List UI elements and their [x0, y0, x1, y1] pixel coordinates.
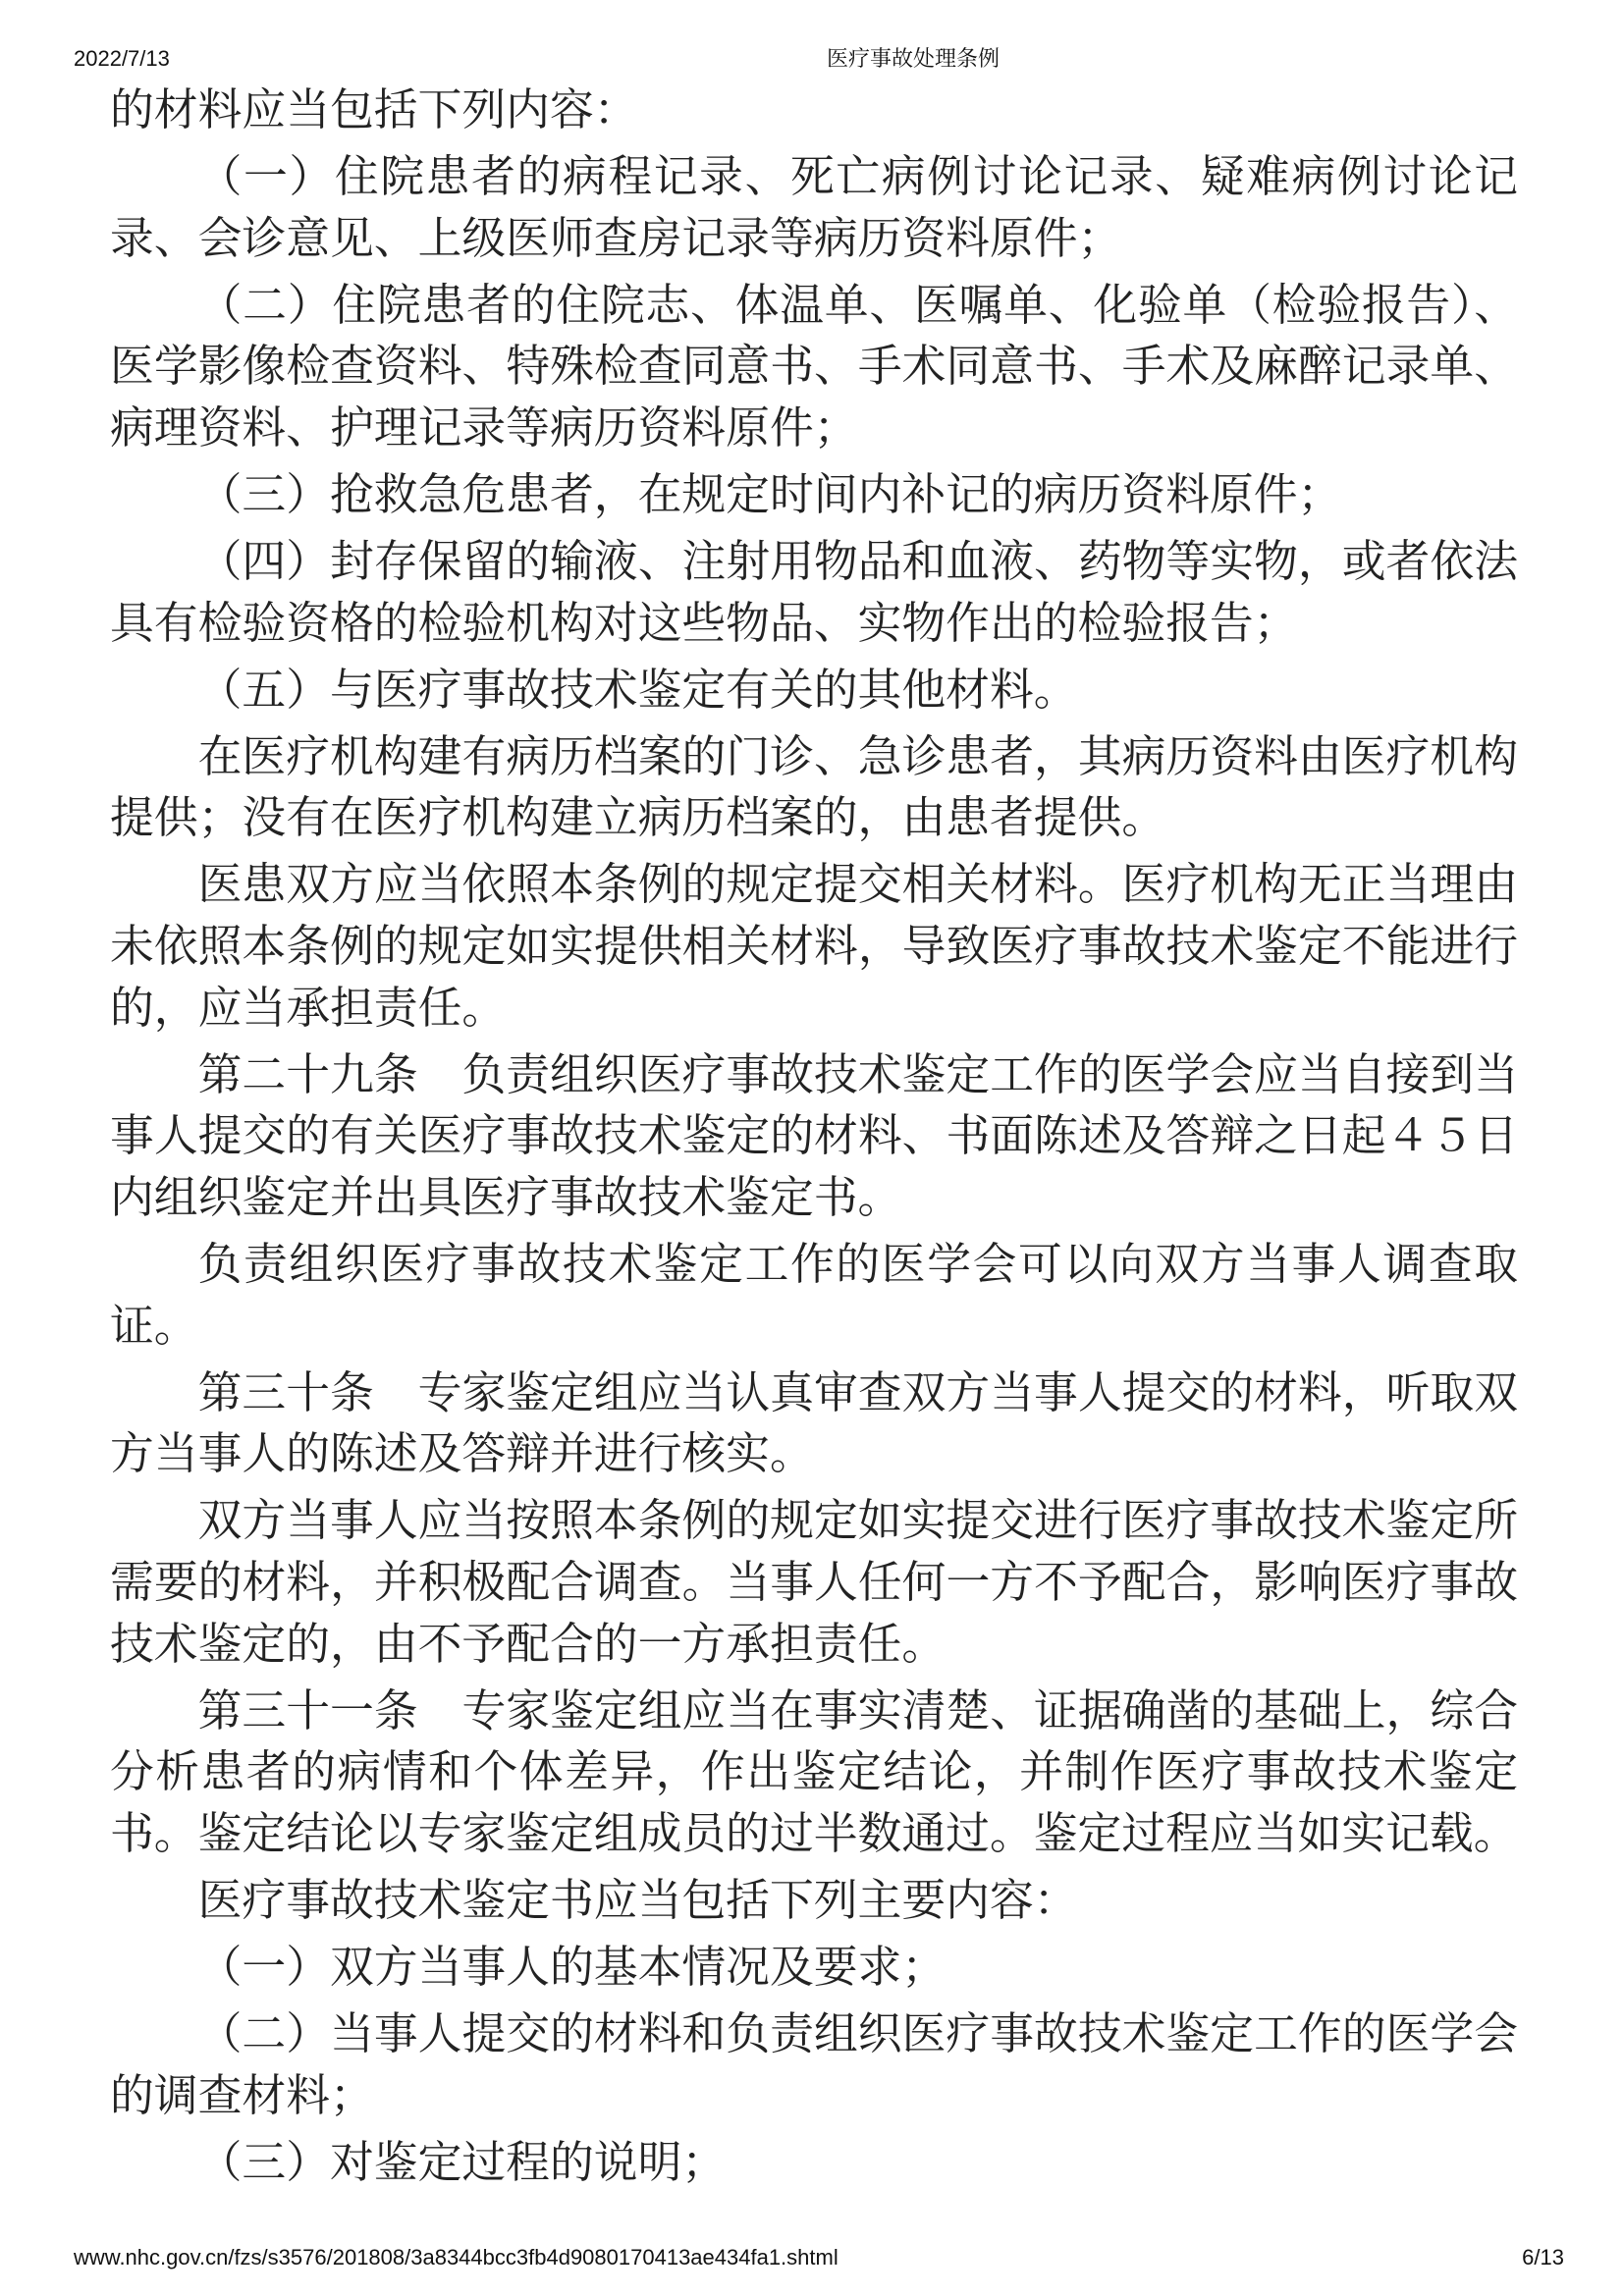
- list-item-1: [110, 146, 1518, 269]
- list-item-5: [110, 660, 1518, 721]
- paragraph: [110, 1870, 1518, 1932]
- text-line: 录、会诊意见、上级医师查房记录等病历资料原件；: [110, 211, 1122, 264]
- text-line: 的，应当承担责任。: [110, 981, 507, 1034]
- text-line: 医学影像检查资料、特殊检查同意书、手术同意书、手术及麻醉记录单、: [110, 340, 1518, 393]
- text-line: 第三十条 专家鉴定组应当认真审查双方当事人提交的材料，听取双: [197, 1365, 1518, 1418]
- text-line: 方当事人的陈述及答辩并进行核实。: [110, 1427, 814, 1480]
- text-line: 医患双方应当依照本条例的规定提交相关材料。医疗机构无正当理由: [197, 858, 1518, 911]
- list-item-1: [110, 1937, 1518, 1999]
- text-line: 病理资料、护理记录等病历资料原件；: [110, 401, 858, 454]
- text-line: （五）与医疗事故技术鉴定有关的其他材料。: [197, 663, 1078, 716]
- paragraph: [110, 854, 1518, 1039]
- text-line: 负责组织医疗事故技术鉴定工作的医学会可以向双方当事人调查取: [197, 1238, 1518, 1291]
- text-line: （三）抢救急危患者，在规定时间内补记的病历资料原件；: [197, 468, 1342, 521]
- text-line: 证。: [110, 1299, 198, 1352]
- text-line: 医疗事故技术鉴定书应当包括下列主要内容：: [197, 1874, 1078, 1927]
- text-line: （二）住院患者的住院志、体温单、医嘱单、化验单（检验报告）、: [197, 278, 1518, 331]
- list-item-3: [110, 2132, 1518, 2194]
- text-line: （一）住院患者的病程记录、死亡病例讨论记录、疑难病例讨论记: [197, 149, 1518, 202]
- list-item-2: [110, 2003, 1518, 2126]
- text-line: 书。鉴定结论以专家鉴定组成员的过半数通过。鉴定过程应当如实记载。: [110, 1807, 1518, 1860]
- text-line: 提供；没有在医疗机构建立病历档案的，由患者提供。: [110, 791, 1166, 844]
- page-title: 医疗事故处理条例: [827, 46, 1001, 71]
- article-31-paragraph: [110, 1681, 1518, 1865]
- paragraph: [110, 1490, 1518, 1675]
- article-30-paragraph: [110, 1362, 1518, 1485]
- document-body: [110, 80, 1518, 2199]
- text-line: 技术鉴定的，由不予配合的一方承担责任。: [110, 1617, 947, 1670]
- paragraph: [110, 1234, 1518, 1357]
- text-line: （四）封存保留的输液、注射用物品和血液、药物等实物，或者依法: [197, 535, 1518, 587]
- text-line: 在医疗机构建有病历档案的门诊、急诊患者，其病历资料由医疗机构: [197, 729, 1518, 782]
- text-line: 第二十九条 负责组织医疗事故技术鉴定工作的医学会应当自接到当: [197, 1047, 1518, 1100]
- text-line: 未依照本条例的规定如实提供相关材料，导致医疗事故技术鉴定不能进行: [110, 920, 1518, 973]
- print-date: 2022/7/13: [74, 46, 170, 71]
- paragraph-continued: [110, 80, 1518, 141]
- list-item-4: [110, 531, 1518, 654]
- list-item-2: [110, 275, 1518, 459]
- paragraph: [110, 726, 1518, 849]
- text-line: （二）当事人提交的材料和负责组织医疗事故技术鉴定工作的医学会: [197, 2007, 1518, 2060]
- article-29-paragraph: [110, 1044, 1518, 1229]
- text-line: 第三十一条 专家鉴定组应当在事实清楚、证据确凿的基础上，综合: [197, 1683, 1518, 1736]
- text-line: 事人提交的有关医疗事故技术鉴定的材料、书面陈述及答辩之日起４５日: [110, 1109, 1518, 1162]
- list-item-3: [110, 464, 1518, 526]
- text-line: 具有检验资格的检验机构对这些物品、实物作出的检验报告；: [110, 596, 1298, 649]
- page-number: 6/13: [1522, 2245, 1564, 2269]
- text-line: 双方当事人应当按照本条例的规定如实提交进行医疗事故技术鉴定所: [197, 1494, 1518, 1547]
- text-line: 分析患者的病情和个体差异，作出鉴定结论，并制作医疗事故技术鉴定: [110, 1745, 1518, 1798]
- text-line: 需要的材料，并积极配合调查。当事人任何一方不予配合，影响医疗事故: [110, 1556, 1518, 1609]
- text-line: （一）双方当事人的基本情况及要求；: [197, 1941, 947, 1994]
- footer-url: www.nhc.gov.cn/fzs/s3576/201808/3a8344bcc3fb4d9080170413ae434fa1.shtml: [74, 2245, 839, 2269]
- text-line: 内组织鉴定并出具医疗事故技术鉴定书。: [110, 1171, 902, 1224]
- text-line: （三）对鉴定过程的说明；: [197, 2135, 727, 2188]
- text-line: 的材料应当包括下列内容：: [110, 83, 638, 135]
- text-line: 的调查材料；: [110, 2068, 374, 2121]
